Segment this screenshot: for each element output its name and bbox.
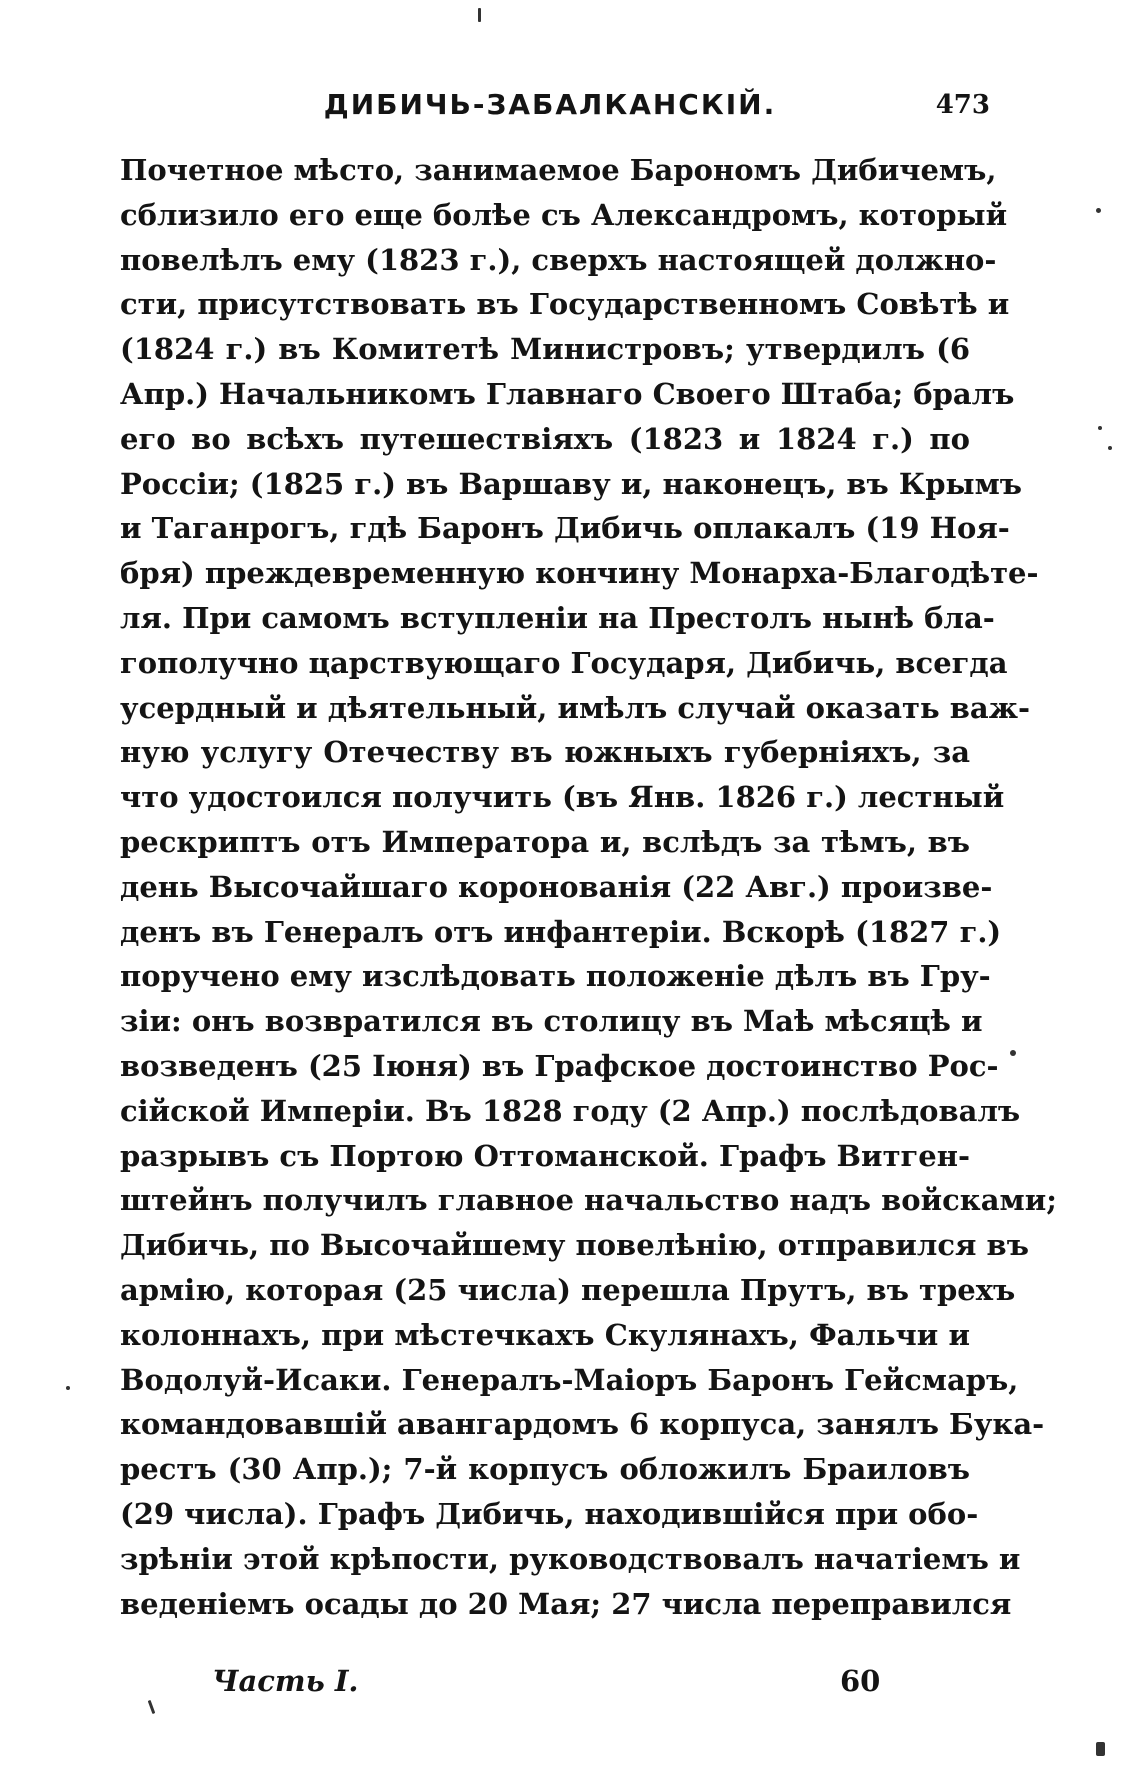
text-line: возведенъ (25 Іюня) въ Графское достоинство Рос-: [120, 1048, 999, 1083]
text-line: денъ въ Генералъ отъ инфантеріи. Вскорѣ (1827 г.): [120, 914, 1002, 949]
text-line: день Высочайшаго коронованія (22 Авг.) произве-: [120, 869, 993, 904]
text-line: (1824 г.) въ Комитетѣ Министровъ; утвердилъ (6: [120, 332, 970, 367]
text-line: (29 числа). Графъ Дибичь, находившійся при обо-: [120, 1496, 979, 1531]
body-text: [120, 148, 1057, 1626]
text-line: усердный и дѣятельный, имѣлъ случай оказать важ-: [120, 690, 1031, 725]
text-line: Апр.) Начальникомъ Главнаго Своего Штаба; бралъ: [120, 376, 1015, 411]
text-line: Водолуй-Исаки. Генералъ-Маіоръ Баронъ Гейсмаръ,: [120, 1362, 1019, 1397]
scan-speck: [66, 1386, 70, 1390]
scan-speck: [1108, 446, 1112, 450]
text-line: зрѣніи этой крѣпости, руководствовалъ начатіемъ и: [120, 1541, 1021, 1576]
text-line: армію, которая (25 числа) перешла Прутъ, въ трехъ: [120, 1272, 1016, 1307]
scan-speck: [1010, 1050, 1016, 1056]
text-line: гополучно царствующаго Государя, Дибичь, всегда: [120, 645, 1008, 680]
page-footer: [120, 1664, 970, 1708]
text-line: Россіи; (1825 г.) въ Варшаву и, наконецъ, въ Крымъ: [120, 466, 1023, 501]
text-line: ля. При самомъ вступленіи на Престолъ нынѣ бла-: [120, 600, 995, 635]
running-title: ДИБИЧЬ-ЗАБАЛКАНСКІЙ.: [323, 88, 777, 121]
text-line: и Таганрогъ, гдѣ Баронъ Дибичь оплакалъ (19 Ноя-: [120, 511, 1010, 546]
text-line: ную услугу Отечеству въ южныхъ губерніяхъ, за: [120, 735, 970, 770]
text-line: Почетное мѣсто, занимаемое Барономъ Дибичемъ,: [120, 153, 997, 187]
text-line: что удостоился получить (въ Янв. 1826 г.) лестный: [120, 780, 1005, 815]
text-line: поручено ему изслѣдовать положеніе дѣлъ въ Гру-: [120, 959, 991, 994]
scan-speck: [1096, 1742, 1105, 1756]
sheet-number: 60: [840, 1664, 881, 1698]
text-line: сійской Имперіи. Въ 1828 году (2 Апр.) послѣдовалъ: [120, 1093, 1021, 1128]
text-line: командовавшій авангардомъ 6 корпуса, занялъ Бука-: [120, 1407, 1045, 1442]
text-line: штейнъ получилъ главное начальство надъ войсками;: [120, 1183, 1057, 1218]
running-head: [120, 88, 990, 132]
text-line: разрывъ съ Портою Оттоманской. Графъ Витген-: [120, 1138, 971, 1173]
text-line: рестъ (30 Апр.); 7-й корпусъ обложилъ Браиловъ: [120, 1452, 970, 1487]
text-line: веденіемъ осады до 20 Мая; 27 числа переправился: [120, 1586, 1012, 1621]
text-line: его во всѣхъ путешествіяхъ (1823 и 1824 г.) по: [120, 421, 970, 456]
text-line: Дибичь, по Высочайшему повелѣнію, отправился въ: [120, 1228, 1029, 1263]
text-line: рескриптъ отъ Императора и, вслѣдъ за тѣмъ, въ: [120, 824, 970, 859]
text-line: сблизило его еще болѣе съ Александромъ, который: [120, 197, 1008, 232]
text-line: колоннахъ, при мѣстечкахъ Скулянахъ, Фальчи и: [120, 1317, 970, 1352]
scan-speck: [1096, 208, 1101, 213]
text-line: зіи: онъ возвратился въ столицу въ Маѣ мѣсяцѣ и: [120, 1004, 983, 1039]
page-number: 473: [935, 90, 990, 120]
scan-speck: [1098, 426, 1102, 430]
scan-speck: [478, 8, 481, 22]
text-line: повелѣлъ ему (1823 г.), сверхъ настоящей должно-: [120, 242, 997, 277]
text-line: бря) преждевременную кончину Монарха-Благодѣте-: [120, 556, 1039, 591]
signature-mark: Часть I.: [212, 1664, 359, 1698]
text-line: сти, присутствовать въ Государственномъ Совѣтѣ и: [120, 287, 1010, 322]
